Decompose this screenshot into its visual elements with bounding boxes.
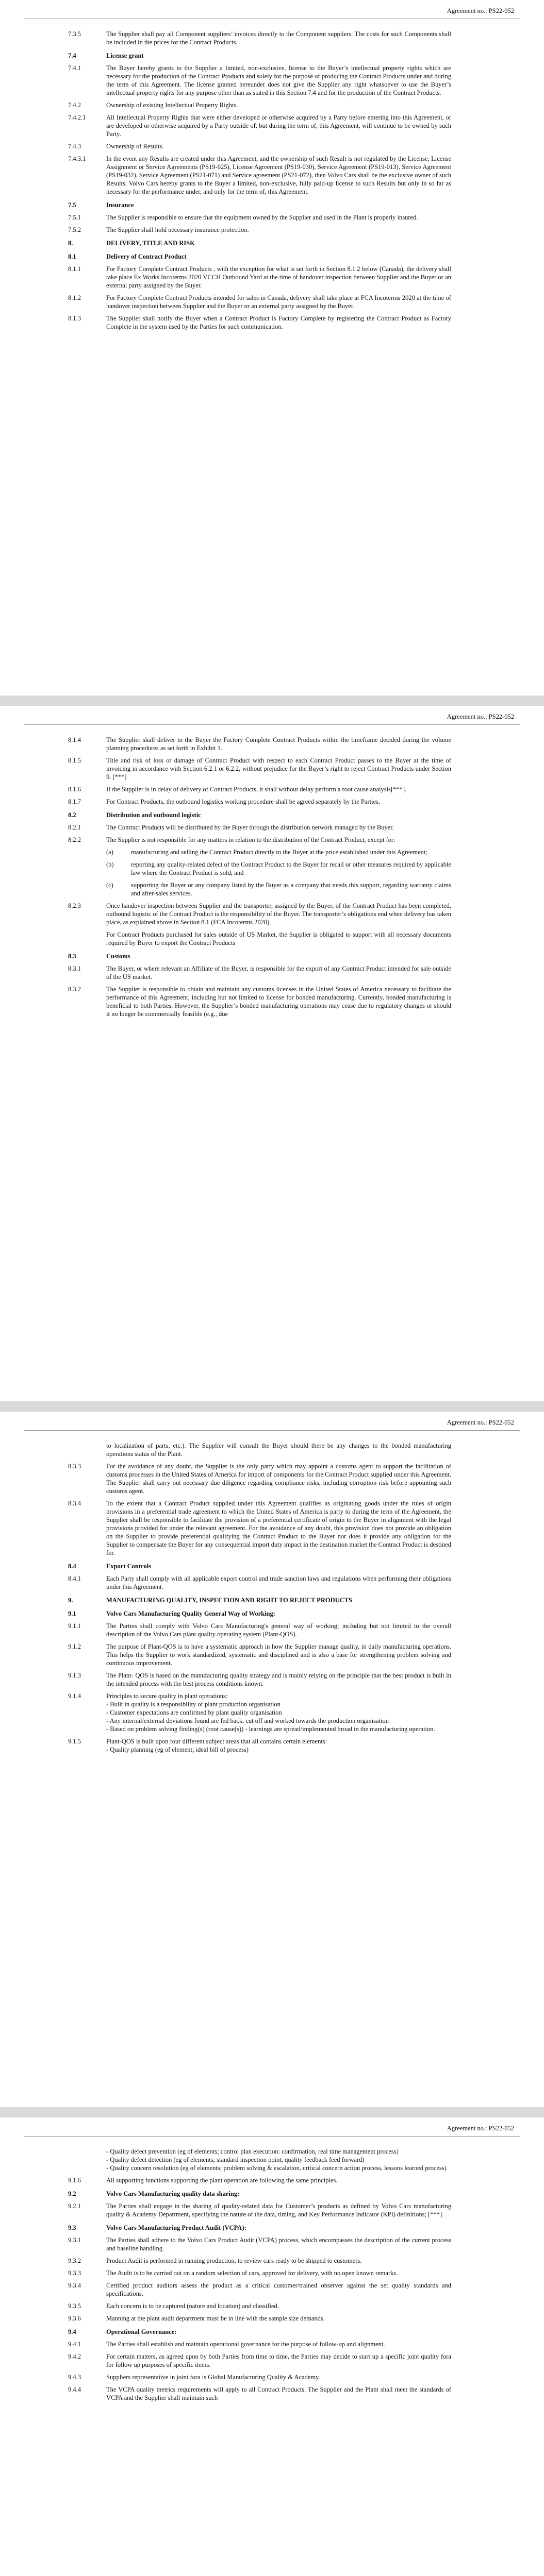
clause-number: 8.1.1	[68, 265, 81, 273]
clause-text: Insurance	[106, 201, 134, 209]
document-page	[0, 1412, 544, 2107]
clause-number: 8.1.2	[68, 294, 81, 301]
clause-number: 8.3.1	[68, 965, 81, 972]
clause	[0, 1462, 544, 1495]
clause-text: The Audit is to be carried out on a random selection of cars, approved for delivery, with no open known remarks.	[106, 2269, 398, 2277]
clause-text: The Buyer hereby grants to the Supplier a limited, non-exclusive, license to the Buyer’s intellectual property rights which are necessary for the production of the Contract Products and solely for the purpose of producing the Contract Products under and during the term of this Agreement. The license granted hereunder does not give the Supplier any right whatsoever to use the Buyer’s intellectual property rights for any purpose other than as stated in this Section 7.4 and for the production of the Contract Products.	[106, 64, 451, 96]
clause	[0, 2147, 544, 2172]
clause-number: 9.1.2	[68, 1643, 81, 1650]
clause-text: The Supplier shall notify the Buyer when a Contract Product is Factory Complete by registering the Contract Product as Factory Complete in the system used by the Parties for such communication.	[106, 315, 451, 330]
clause	[0, 2236, 544, 2252]
clause-text: The Supplier shall hold necessary insurance protection.	[106, 226, 249, 233]
clause-number: (b)	[106, 861, 114, 868]
clause	[0, 2352, 544, 2369]
document-page	[0, 0, 544, 696]
clause-text: All Intellectual Property Rights that were either developed or otherwise acquired by a Party before entering into this Agreement, or are developed or otherwise acquired by a Party outside of, but during the term of, this Agreement, will continue to be owned by such Party.	[106, 114, 451, 138]
clause	[0, 294, 544, 310]
clause-text: The purpose of Plant-QOS is to have a systematic approach in how the Supplier manage quality, in daily manufacturing operations. This helps the Supplier to work standardized, systematic and disciplined and is also a base for strengthening problem solving and continuous improvement.	[106, 1643, 451, 1667]
clause-text: The Supplier is responsible to obtain and maintain any customs licenses in the United States of America necessary to facilitate the performance of this Agreement, including but not limited to license for bonded manufacturing. Currently, bonded manufacturing is beneficial to both Parties. However, the Supplier’s bonded manufacturing operations may cease due to regulatory changes or should it no longer be commercially feasible (e.g., due	[106, 986, 451, 1018]
clause-text: Ownership of Results.	[106, 143, 164, 150]
clause	[0, 314, 544, 331]
clause-text: The Contract Products will be distributed by the Buyer through the distribution network managed by the Buyer.	[106, 824, 394, 831]
clause	[0, 848, 544, 856]
clause	[0, 265, 544, 290]
clause-number: 7.4.2	[68, 101, 81, 109]
clause-text: DELIVERY, TITLE AND RISK	[106, 240, 195, 247]
clause-text: Once handover inspection between Supplier and the transporter, assigned by the Buyer, of the Contract Product has been completed, outbound logistic of the Contract Product is the responsibility of the Buyer. The transporter’s obligations end when delivery has taken place, as explained above in Section 8.1 (FCA Incoterms 2020).	[106, 902, 451, 926]
clause-number: 8.3	[68, 953, 76, 960]
clause-text: For certain matters, as agreed upon by both Parties from time to time, the Parties may decide to start up a specific joint quality fora for follow up purposes of specific items.	[106, 2353, 451, 2368]
clause-number: 9.3.6	[68, 2315, 81, 2322]
clause-text: For Factory Complete Contract Products intended for sales in Canada, delivery shall take place at FCA Incoterms 2020 at the time of handover inspection between Supplier and the Buyer or an external party assigned by the Buyer.	[106, 294, 451, 310]
clause-text: Certified product auditors assess the product as a critical customer/trained observer against the set quality standards and specifications.	[106, 2282, 451, 2297]
clause-number: (a)	[106, 849, 113, 856]
clause-text: The Plant- QOS is based on the manufacturing quality strategy and is mainly relying on the principle that the best product is built in the intended process with the best process conditions known.	[106, 1672, 451, 1687]
clause-number: 9.4	[68, 2328, 76, 2335]
clause-number: 8.	[68, 240, 73, 247]
clause	[0, 1574, 544, 1591]
clause	[0, 2385, 544, 2402]
clause-number: 9.3.3	[68, 2269, 81, 2277]
clause-number: 9.2	[68, 2190, 76, 2197]
clause	[0, 798, 544, 806]
clause-number: 8.3.2	[68, 986, 81, 993]
clause	[0, 2202, 544, 2218]
clause-text: Delivery of Contract Product	[106, 253, 187, 260]
clause-text: Distribution and outbound logistic	[106, 811, 201, 819]
clause	[0, 113, 544, 138]
section-heading	[0, 2224, 544, 2232]
clause	[0, 823, 544, 832]
clause-number: 8.2	[68, 811, 76, 819]
clause	[0, 1622, 544, 1638]
clause-text: Principles to secure quality in plant operations: - Built in quality is a responsibility of plant production organisation - Customer expectations are confirmed by plant quality organisation - Any internal/external deviations found are fed back, cut off and worked towards the production organisation - Based on problem solving finding(s) (root cause(s)) - learnings are spread/implemented broad in the manufacturing operation.	[106, 1692, 435, 1733]
clause	[0, 1671, 544, 1688]
page-header: Agreement no.: PS22-052	[447, 713, 514, 720]
clause-number: 8.1.5	[68, 757, 81, 764]
clause	[0, 1692, 544, 1733]
clause-text: Each concern is to be captured (nature and location) and classified.	[106, 2302, 279, 2310]
clause	[0, 226, 544, 234]
clause	[0, 2281, 544, 2298]
clause-number: 8.2.2	[68, 836, 81, 843]
clause-number: 9.4.3	[68, 2374, 81, 2381]
clause-text: The Parties shall engage in the sharing of quality-related data for Customer’s products as defined by Volvo Cars manufacturing quality & Academy Department, specifying the nature of the data, timing, and Key Performance Indicator (KPI) definitions; [***].	[106, 2202, 451, 2218]
clause-number: 9.3.5	[68, 2302, 81, 2310]
section-heading	[0, 2190, 544, 2198]
clause-number: 9.3.4	[68, 2282, 81, 2289]
clause-text: The Supplier shall deliver to the Buyer the Factory Complete Contract Products within the timeframe decided during the volume planning procedures as set forth in Exhibit 1.	[106, 736, 451, 752]
clause	[0, 1499, 544, 1557]
clause-number: 9.1.6	[68, 2177, 81, 2184]
clause	[0, 756, 544, 781]
section-heading	[0, 52, 544, 60]
clause-text: Each Party shall comply with all applicable export control and trade sanction laws and regulations when performing their obligations under this Agreement.	[106, 1575, 451, 1590]
clause	[0, 985, 544, 1018]
clause	[0, 836, 544, 844]
page-content	[0, 2147, 544, 2406]
clause	[0, 2340, 544, 2348]
section-heading	[0, 1562, 544, 1570]
clause-text: All supporting functions supporting the plant operation are following the same principles.	[106, 2177, 338, 2184]
clause	[0, 142, 544, 150]
clause-text: The Supplier is not responsible for any matters in relation to the distribution of the Contract Product, except for:	[106, 836, 395, 843]
clause-number: 7.4.3	[68, 143, 81, 150]
clause	[0, 881, 544, 897]
clause-number: 7.4.2.1	[68, 114, 86, 121]
clause	[0, 155, 544, 196]
clause-number: 7.5.2	[68, 226, 81, 233]
clause-number: 8.1.3	[68, 315, 81, 322]
section-heading	[0, 2328, 544, 2336]
clause-text: Plant-QOS is built upon four different subject areas that all contains certain elements: - Quality planning (eg of element; ideal bill of process)	[106, 1738, 327, 1753]
clause-text: Product Audit is performed in running production, to review cars ready to be shipped to customers.	[106, 2257, 362, 2264]
clause-text: Operational Governance:	[106, 2328, 177, 2335]
clause-text: manufacturing and selling the Contract Product directly to the Buyer at the price established under this Agreement;	[131, 849, 427, 856]
clause-number: 8.1.6	[68, 786, 81, 793]
clause-number: 9.2.1	[68, 2202, 81, 2210]
clause	[0, 930, 544, 947]
clause	[0, 1737, 544, 1754]
clause	[0, 736, 544, 752]
header-rule	[24, 724, 520, 725]
clause-number: 7.4	[68, 52, 76, 59]
clause-text: For the avoidance of any doubt, the Supplier is the only party which may appoint a customs agent to support the facilitation of customs processes in the United States of America for import of components for the Contract Product supplied under this Agreement. The Supplier shall carry out necessary due diligence regarding compliance risks, including corruption risk before appointing such customs agent.	[106, 1463, 451, 1495]
clause-number: 7.4.1	[68, 64, 81, 72]
clause-number: 7.5.1	[68, 214, 81, 221]
page-header: Agreement no.: PS22-052	[447, 1419, 514, 1426]
clause-number: 9.3.1	[68, 2236, 81, 2244]
clause	[0, 1642, 544, 1667]
clause-text: MANUFACTURING QUALITY, INSPECTION AND RIGHT TO REJECT PRODUCTS	[106, 1597, 352, 1604]
clause-number: 9.1.4	[68, 1692, 81, 1700]
clause	[0, 101, 544, 109]
clause	[0, 2314, 544, 2323]
section-heading	[0, 252, 544, 261]
clause-number: 8.3.3	[68, 1463, 81, 1470]
clause-text: For Factory Complete Contract Products , with the exception for what is set forth in Section 8.1.2 below (Canada), the delivery shall take place Ex Works Incoterms 2020 VCCH Outbound Yard at the time of handover inspection between Supplier and the Buyer or an external party assigned by the Buyer.	[106, 265, 451, 289]
clause	[0, 860, 544, 877]
clause-number: 9.3	[68, 2224, 76, 2231]
clause-number: 9.1	[68, 1610, 76, 1617]
clause-text: Suppliers representative in joint fora is Global Manufacturing Quality & Academy.	[106, 2374, 320, 2381]
clause-text: supporting the Buyer or any company listed by the Buyer as a company that needs this support, regarding warranty claims and after-sales services.	[131, 882, 451, 897]
clause	[0, 2257, 544, 2265]
clause-number: 9.3.2	[68, 2257, 81, 2264]
clause-text: If the Supplier is in delay of delivery of Contract Products, it shall without delay perform a root cause analysis[***].	[106, 786, 407, 793]
clause-text: Volvo Cars Manufacturing quality data sharing:	[106, 2190, 240, 2197]
clause-number: (c)	[106, 882, 113, 889]
clause-text: Customs	[106, 953, 130, 960]
clause-text: Volvo Cars Manufacturing Quality General Way of Working:	[106, 1610, 275, 1617]
document-page	[0, 2117, 544, 2576]
section-heading	[0, 201, 544, 209]
clause-number: 8.4	[68, 1563, 76, 1570]
header-rule	[24, 1430, 520, 1431]
clause-text: The Parties shall establish and maintain operational governance for the purpose of follow-up and alignment.	[106, 2341, 385, 2348]
page-content	[0, 30, 544, 335]
clause-text: For Contract Products, the outbound logistics working procedure shall be agreed separately by the Parties.	[106, 798, 381, 805]
clause	[0, 785, 544, 793]
clause-text: For Contract Products purchased for sales outside of US Market, the Supplier is obligated to support with all necessary documents required by Buyer to export the Contract Products	[106, 931, 451, 946]
clause-text: The Supplier shall pay all Component suppliers’ invoices directly to the Component suppliers. The costs for such Components shall be included in the prices for the Contract Products.	[106, 30, 451, 46]
clause-number: 8.1.7	[68, 798, 81, 805]
clause-text: Title and risk of loss or damage of Contract Product with respect to each Contract Product passes to the Buyer at the time of invoicing in accordance with Section 6.2.1 or 6.2.2, without prejudice for the Buyer’s right to reject Contract Products under Section 9. [***]	[106, 757, 451, 781]
clause-text: The Parties shall adhere to the Volvo Cars Product Audit (VCPA) process, which encompasses the description of the current process and baseline handling.	[106, 2236, 451, 2252]
clause-text: Export Controls	[106, 1563, 151, 1570]
section-heading	[0, 1596, 544, 1604]
clause	[0, 213, 544, 222]
section-heading	[0, 1609, 544, 1618]
clause-number: 8.2.3	[68, 902, 81, 909]
clause	[0, 2373, 544, 2381]
section-heading	[0, 952, 544, 960]
clause-text: - Quality defect prevention (eg of elements; control plan execution: confirmation, real time management process) - Quality defect detection (eg of elements; standard inspection point, quality feedback feed forward) - Quality concern resolution (eg of elements; problem solving & escalation, critical concern action process, lessons learned process)	[106, 2148, 447, 2172]
clause	[0, 64, 544, 97]
document-page	[0, 706, 544, 1401]
clause-number: 9.4.2	[68, 2353, 81, 2360]
clause	[0, 2269, 544, 2277]
clause-text: The Supplier is responsible to ensure that the equipment owned by the Supplier and used in the Plant is properly insured.	[106, 214, 418, 221]
header-rule	[24, 2136, 520, 2137]
clause-text: The VCPA quality metrics requirements will apply to all Contract Products. The Supplier and the Plant shall meet the standards of VCPA and the Supplier shall maintain such	[106, 2386, 451, 2401]
clause-number: 9.4.1	[68, 2341, 81, 2348]
clause	[0, 2302, 544, 2310]
clause-text: To the extent that a Contract Product supplied under this Agreement qualifies as originating goods under the rules of origin provisions in a preferential trade agreement to which the United States of America is party to during the term of the Agreement, the Supplier shall be responsible to facilitate the provision of a preferential certificate of origin to the Buyer in alignment with the legal provisions provided for under the relevant agreement. For the avoidance of any doubt, this provision does not provide an obligation on the Supplier to provide preferential qualifying the Contract Product to the Buyer nor does it provide any obligation for the Supplier to compensate the Buyer for any consequential import duty impact in the destination market the Contract Product is destined for.	[106, 1500, 451, 1556]
clause-number: 9.	[68, 1597, 73, 1604]
clause-text: License grant	[106, 52, 144, 59]
clause-number: 9.1.3	[68, 1672, 81, 1679]
clause	[0, 1442, 544, 1458]
clause-text: reporting any quality-related defect of the Contract Product to the Buyer for recall or other measures required by applicable law where the Contract Product is sold; and	[131, 861, 451, 876]
clause-number: 8.2.1	[68, 824, 81, 831]
clause-text: Manning at the plant audit department must be in line with the sample size demands.	[106, 2315, 325, 2322]
clause	[0, 2176, 544, 2184]
clause	[0, 902, 544, 926]
page-content	[0, 736, 544, 1022]
clause-number: 8.4.1	[68, 1575, 81, 1582]
page-header: Agreement no.: PS22-052	[447, 2125, 514, 2132]
clause-number: 7.3.5	[68, 30, 81, 38]
clause-number: 9.1.5	[68, 1738, 81, 1745]
page-header: Agreement no.: PS22-052	[447, 7, 514, 14]
clause-number: 9.1.1	[68, 1622, 81, 1630]
page-content	[0, 1442, 544, 1758]
clause-number: 7.4.3.1	[68, 155, 86, 162]
clause-number: 7.5	[68, 201, 76, 209]
clause-text: to localization of parts, etc.). The Supplier will consult the Buyer should there be any changes to the bonded manufacturing operations status of the Plant.	[106, 1442, 451, 1458]
clause-text: Volvo Cars Manufacturing Product Audit (VCPA):	[106, 2224, 246, 2231]
clause-text: The Buyer, or where relevant an Affiliate of the Buyer, is responsible for the export of any Contract Product intended for sale outside of the US market.	[106, 965, 451, 980]
clause-number: 9.4.4	[68, 2386, 81, 2393]
section-heading	[0, 811, 544, 819]
clause-text: In the event any Results are created under this Agreement, and the ownership of such Result is not regulated by the License, License Assignment or Service Agreements (PS19-025), License Agreement (PS19-030), Service Agreement (PS19-013), Service Agreement (PS19-032), Service Agreement (PS21-071) and Service agreement (PS21-072), then Volvo Cars shall be the exclusive owner of such Results. Volvo Cars hereby grants to the Buyer a limited, non-exclusive, fully paid-up license to such Results but only in so far as necessary for the performance under, and only for the term of, this Agreement.	[106, 155, 451, 195]
clause-number: 8.1	[68, 253, 76, 260]
clause	[0, 30, 544, 46]
clause-text: The Parties shall comply with Volvo Cars Manufacturing's general way of working; including but not limited to the overall description of the Volvo Cars plant quality operating system (Plant-QOS).	[106, 1622, 451, 1638]
clause-number: 8.3.4	[68, 1500, 81, 1507]
clause-text: Ownership of existing Intellectual Property Rights.	[106, 101, 238, 109]
clause-number: 8.1.4	[68, 736, 81, 743]
section-heading	[0, 239, 544, 247]
clause	[0, 964, 544, 981]
